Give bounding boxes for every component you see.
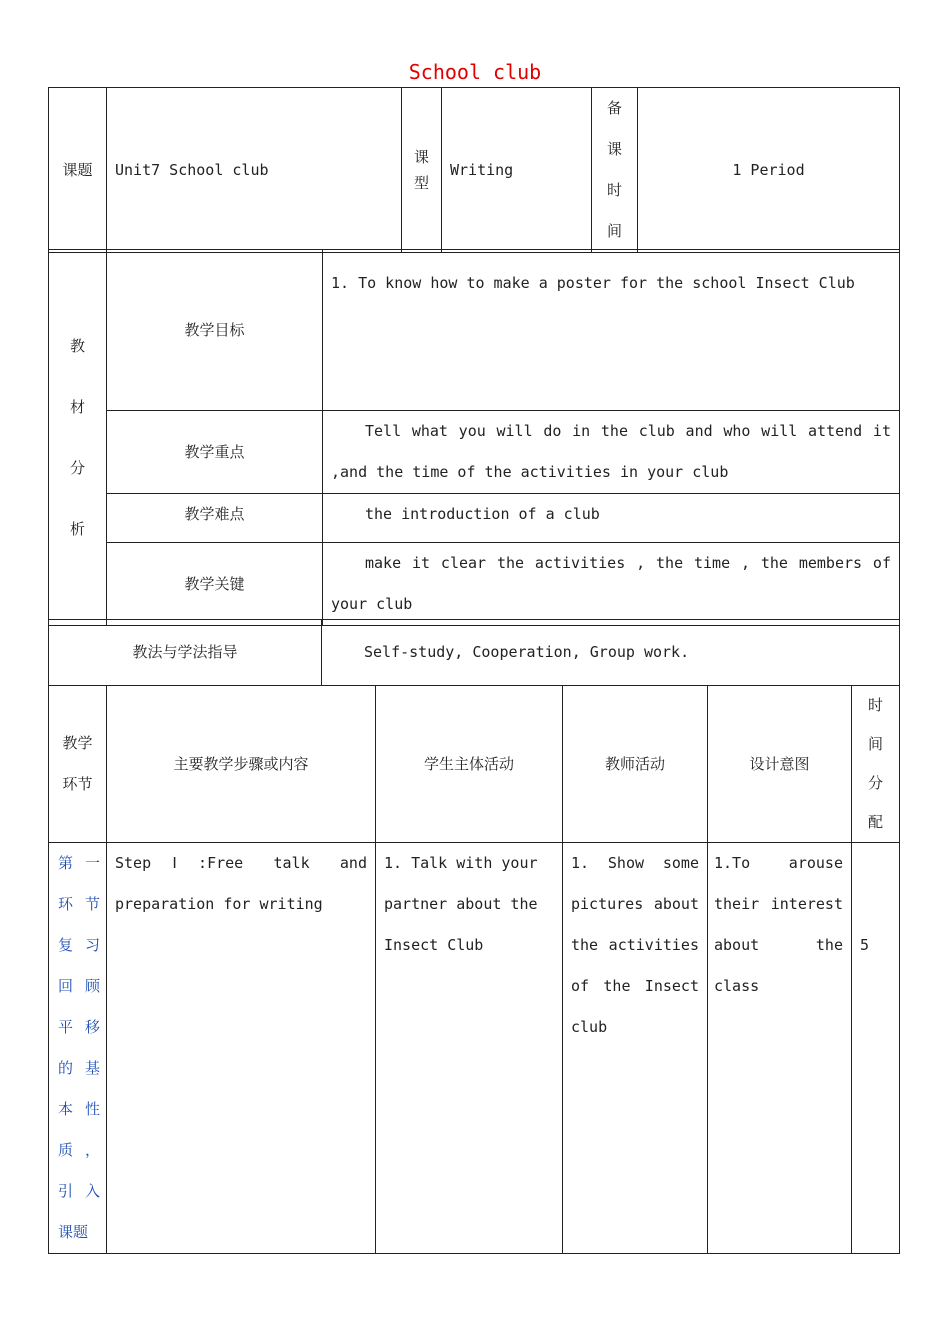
teacher-header: 教师活动: [604, 754, 665, 773]
time-header-cell: [852, 686, 900, 843]
topic-value: Unit7 School club: [115, 160, 269, 179]
type-value-cell: [442, 88, 592, 253]
student-header-cell: [376, 686, 563, 843]
goal-value-cell: [323, 250, 900, 411]
key-value-cell: [323, 411, 900, 494]
intent-header-cell: [708, 686, 852, 843]
type-label-cell: [402, 88, 442, 253]
stage-cell: [49, 843, 107, 1254]
method-label-cell: [49, 620, 322, 686]
type-value: Writing: [450, 160, 514, 179]
intent-text: 1.To arouse their interest about the class: [714, 854, 843, 995]
teacher-cell: [563, 843, 708, 1254]
teacher-header-cell: [563, 686, 708, 843]
time-cell: [852, 843, 900, 1254]
steps-cell: [107, 843, 376, 1254]
student-cell: [376, 843, 563, 1254]
student-text: 1. Talk with your partner about the Insect Club: [384, 854, 538, 954]
steps-header-cell: [107, 686, 376, 843]
difficult-value: the introduction of a club: [365, 505, 600, 523]
method-table: [48, 619, 900, 686]
page-title: School club: [408, 60, 542, 84]
analysis-section-label: 教 材 分 析: [69, 336, 85, 538]
teacher-text: 1. Show some pictures about the activities of the Insect club: [571, 854, 699, 1036]
difficult-value-cell: [323, 494, 900, 543]
analysis-table: [48, 249, 900, 626]
intent-cell: [708, 843, 852, 1254]
key-value: Tell what you will do in the club and who will attend it ,and the time of the activities in your club: [331, 422, 891, 481]
method-label: 教法与学法指导: [132, 643, 238, 661]
prep-time-label: 备 课 时 间: [606, 99, 622, 240]
stage-header-cell: [49, 686, 107, 843]
steps-text: StepⅠ:Free talk and preparation for writing: [115, 854, 367, 913]
crux-value: make it clear the activities , the time , the members of your club: [331, 554, 891, 613]
student-header: 学生主体活动: [423, 754, 514, 773]
analysis-section-label-cell: [49, 250, 107, 626]
crux-label: 教学关键: [184, 574, 245, 593]
steps-header: 主要教学步骤或内容: [173, 754, 309, 773]
prep-time-value-cell: [638, 88, 900, 253]
difficult-label-cell: [107, 494, 323, 543]
key-label-cell: [107, 411, 323, 494]
prep-time-value: 1 Period: [732, 160, 805, 179]
stage-text: 第一环节复习回顾平移的基本性质，引入课题: [58, 854, 100, 1241]
goal-value: 1. To know how to make a poster for the school Insect Club: [331, 274, 855, 292]
crux-label-cell: [107, 543, 323, 626]
topic-value-cell: [107, 88, 402, 253]
process-table: [48, 685, 900, 1254]
crux-value-cell: [323, 543, 900, 626]
intent-header: 设计意图: [749, 754, 810, 773]
header-table: [48, 87, 900, 253]
type-label: 课 型: [413, 148, 429, 192]
stage-header: 教学 环节: [62, 734, 93, 793]
goal-label: 教学目标: [184, 320, 245, 339]
time-text: 5: [860, 936, 870, 954]
difficult-label: 教学难点: [184, 505, 245, 523]
method-value: Self-study, Cooperation, Group work.: [364, 643, 690, 661]
goal-label-cell: [107, 250, 323, 411]
method-value-cell: [322, 620, 900, 686]
topic-label-cell: [49, 88, 107, 253]
prep-time-label-cell: [592, 88, 638, 253]
key-label: 教学重点: [184, 442, 245, 461]
table-row: [49, 843, 900, 1254]
time-header: 时 间 分 配: [867, 696, 883, 831]
topic-label: 课题: [62, 160, 93, 179]
